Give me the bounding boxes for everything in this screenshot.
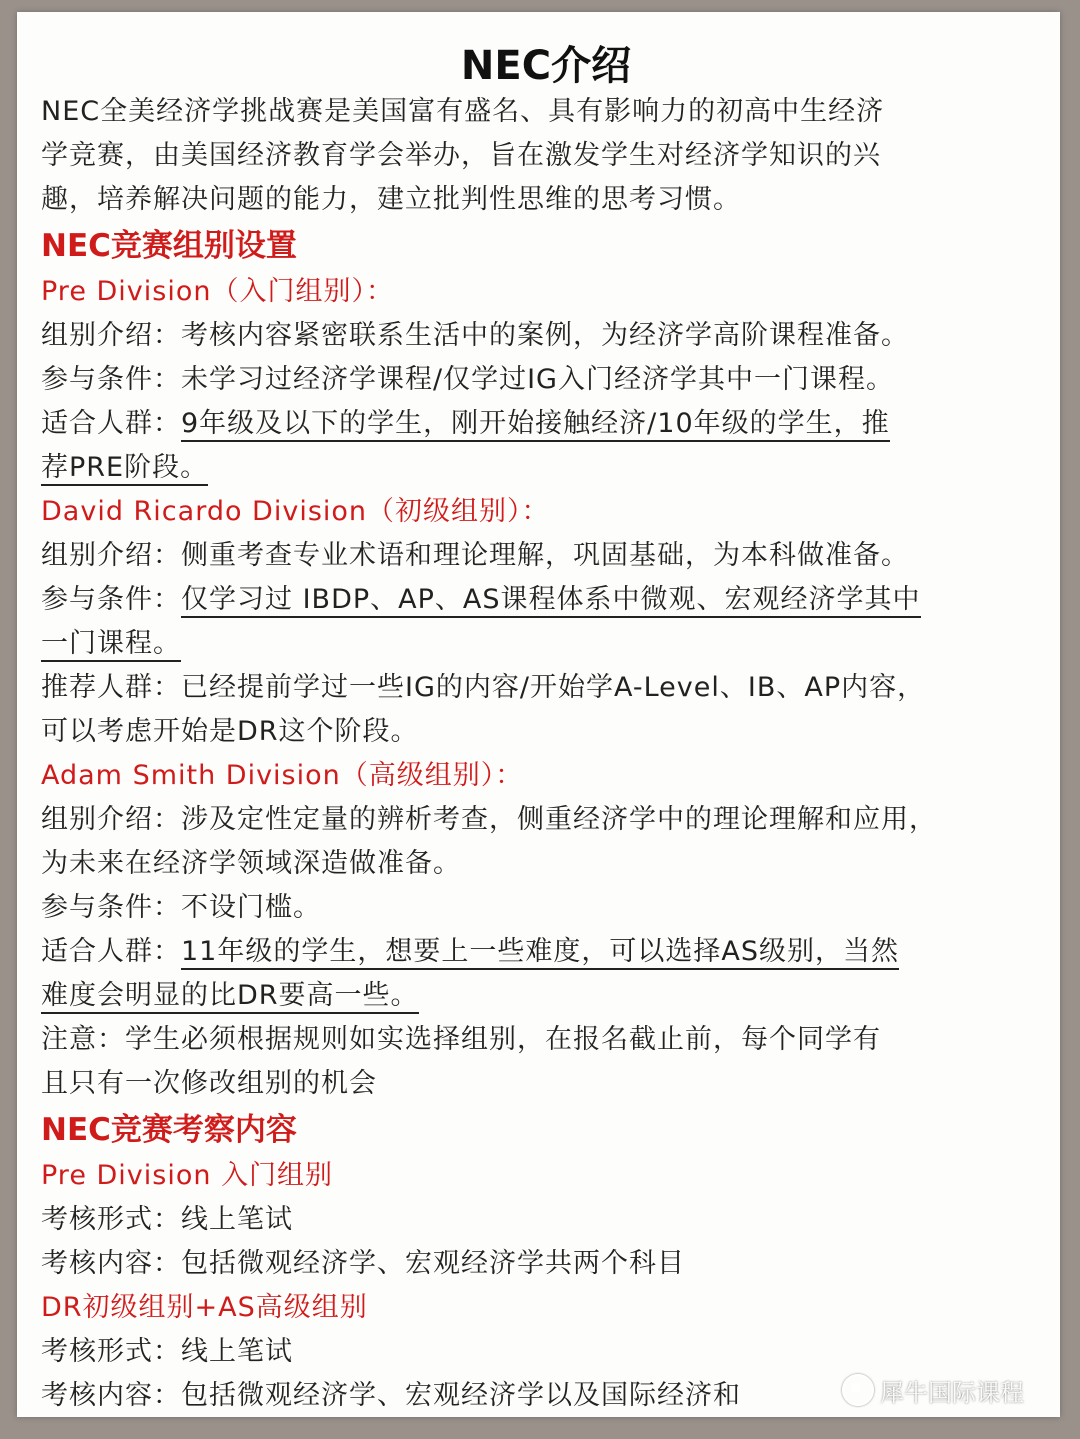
dr-condition-line-cont bbox=[41, 622, 1051, 666]
pre-division-heading: Pre Division（入门组别）： bbox=[41, 276, 394, 307]
underlined-value: 仅学习过 IBDP、AP、AS课程体系中微观、宏观经济学其中 bbox=[181, 584, 921, 618]
underlined-value: 11年级的学生，想要上一些难度，可以选择AS级别，当然 bbox=[181, 936, 899, 970]
value: 不设门槛。 bbox=[181, 892, 321, 923]
dr-intro-line bbox=[41, 534, 1051, 578]
value: 已经提前学过一些IG的内容/开始学A-Level、IB、AP内容， bbox=[181, 672, 926, 703]
dr-recommend-line bbox=[41, 666, 1051, 710]
as-condition-line bbox=[41, 886, 1051, 930]
as-intro-line bbox=[41, 798, 1051, 842]
label: 适合人群： bbox=[41, 408, 181, 439]
pre-exam-content: 考核内容：包括微观经济学、宏观经济学共两个科目 bbox=[41, 1248, 685, 1279]
as-division-heading: Adam Smith Division（高级组别）： bbox=[41, 760, 524, 791]
label: 组别介绍： bbox=[41, 540, 181, 571]
label: 适合人群： bbox=[41, 936, 181, 967]
intro-line: 趣，培养解决问题的能力，建立批判性思维的思考习惯。 bbox=[41, 184, 741, 215]
as-fit-line-cont bbox=[41, 974, 1051, 1018]
dr-condition-line bbox=[41, 578, 1051, 622]
underlined-value: 难度会明显的比DR要高一些。 bbox=[41, 980, 419, 1014]
pre-fit-line-cont bbox=[41, 446, 1051, 490]
as-fit-line bbox=[41, 930, 1051, 974]
value: 涉及定性定量的辨析考查，侧重经济学中的理论理解和应用， bbox=[181, 804, 937, 835]
label: 参与条件： bbox=[41, 584, 181, 615]
dras-exam-content: 考核内容：包括微观经济学、宏观经济学以及国际经济和 bbox=[41, 1380, 741, 1411]
document-content bbox=[41, 12, 1051, 1417]
watermark bbox=[842, 1372, 1024, 1408]
value: 考核内容紧密联系生活中的案例，为经济学高阶课程准备。 bbox=[181, 320, 909, 351]
label: 组别介绍： bbox=[41, 804, 181, 835]
pre-intro-line bbox=[41, 314, 1051, 358]
note-line: 注意：学生必须根据规则如实选择组别，在报名截止前，每个同学有 bbox=[41, 1024, 881, 1055]
watermark-text: 犀牛国际课程 bbox=[880, 1378, 1024, 1407]
pre-exam-heading: Pre Division 入门组别 bbox=[41, 1160, 334, 1191]
label: 参与条件： bbox=[41, 892, 181, 923]
intro-line: NEC全美经济学挑战赛是美国富有盛名、具有影响力的初高中生经济 bbox=[41, 96, 885, 127]
wechat-icon bbox=[842, 1374, 874, 1406]
label: 推荐人群： bbox=[41, 672, 181, 703]
pre-condition-line bbox=[41, 358, 1051, 402]
dr-recommend-line-cont: 可以考虑开始是DR这个阶段。 bbox=[41, 716, 419, 747]
underlined-value: 9年级及以下的学生，刚开始接触经济/10年级的学生，推 bbox=[181, 408, 890, 442]
label: 参与条件： bbox=[41, 364, 181, 395]
value: 未学习过经济学课程/仅学过IG入门经济学其中一门课程。 bbox=[181, 364, 894, 395]
page-title: NEC介绍 bbox=[460, 43, 632, 89]
dras-exam-heading: DR初级组别+AS高级组别 bbox=[41, 1292, 368, 1323]
underlined-value: 荐PRE阶段。 bbox=[41, 452, 208, 486]
pre-fit-line bbox=[41, 402, 1051, 446]
pre-exam-form: 考核形式：线上笔试 bbox=[41, 1204, 293, 1235]
intro-line: 学竞赛，由美国经济教育学会举办，旨在激发学生对经济学知识的兴 bbox=[41, 140, 881, 171]
note-line: 且只有一次修改组别的机会 bbox=[41, 1068, 377, 1099]
as-intro-line-cont: 为未来在经济学领域深造做准备。 bbox=[41, 848, 461, 879]
document-page bbox=[17, 12, 1060, 1417]
label: 组别介绍： bbox=[41, 320, 181, 351]
underlined-value: 一门课程。 bbox=[41, 628, 181, 662]
dras-exam-form: 考核形式：线上笔试 bbox=[41, 1336, 293, 1367]
value: 侧重考查专业术语和理论理解，巩固基础，为本科做准备。 bbox=[181, 540, 909, 571]
section-heading-content: NEC竞赛考察内容 bbox=[41, 1112, 297, 1148]
dr-division-heading: David Ricardo Division（初级组别）： bbox=[41, 496, 550, 527]
section-heading-groups: NEC竞赛组别设置 bbox=[41, 228, 297, 264]
